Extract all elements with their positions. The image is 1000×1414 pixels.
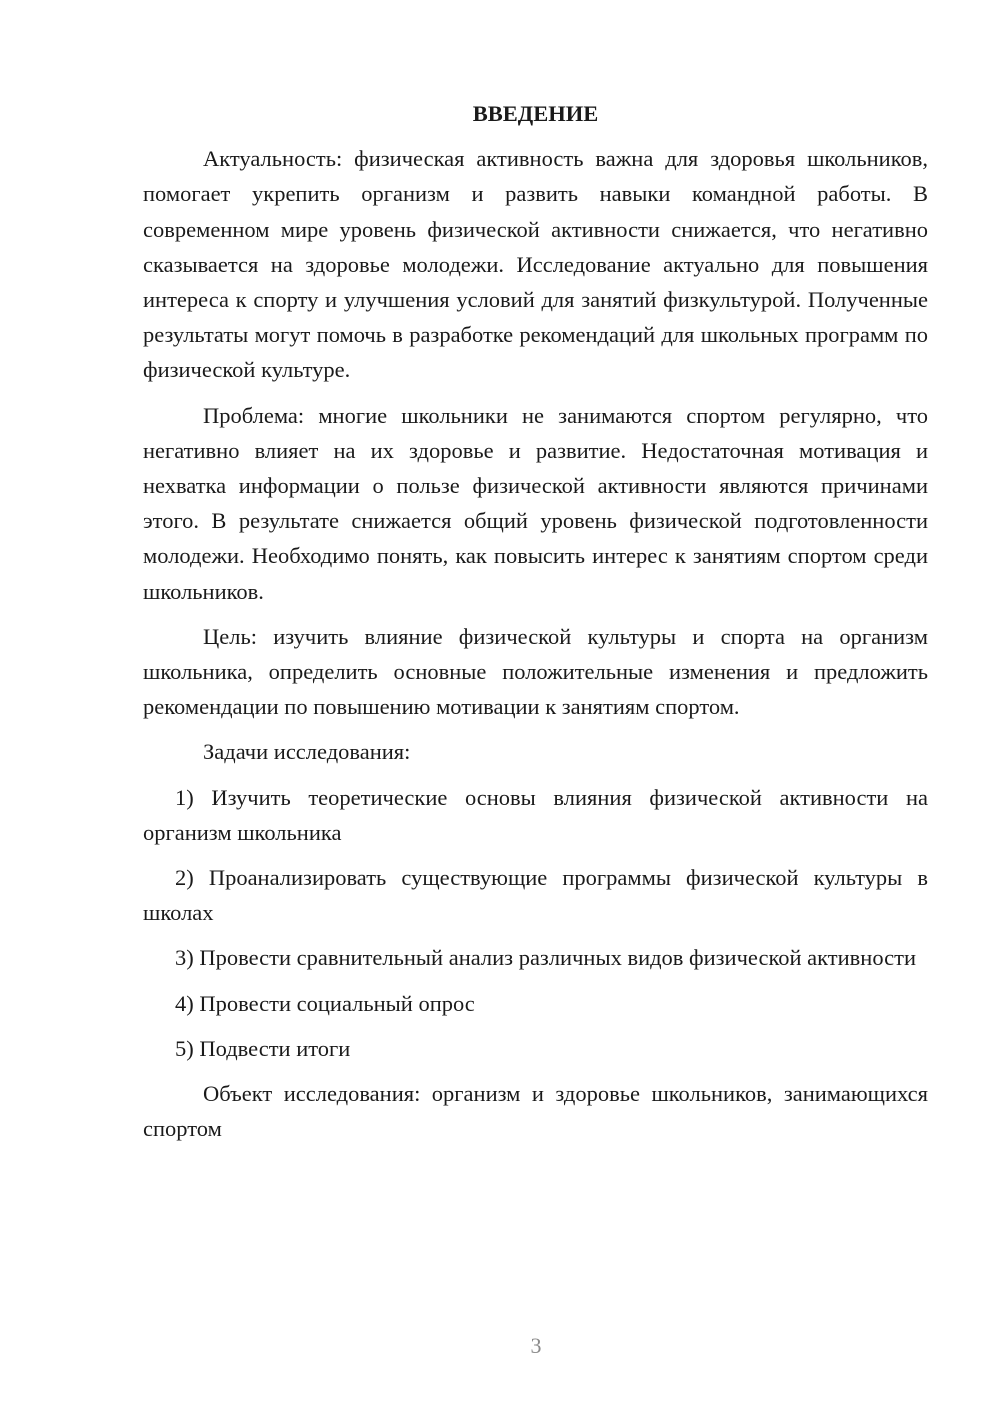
- task-item-4: 4) Провести социальный опрос: [175, 990, 475, 1016]
- relevance-paragraph: Актуальность: физическая активность важна для здоровья школьников, помогает укрепить организм и развить навыки командной работы. В современном мире уровень физической активности снижается, что негативно сказывается на здоровье молодежи. Исследование актуально для повышения интереса к спорту и улучшения условий для занятий физкультурой. Полученные результаты могут помочь в разработке рекомендаций для школьных программ по физической культуре.: [143, 146, 928, 383]
- task-item-3: 3) Провести сравнительный анализ различных видов физической активности: [175, 945, 916, 971]
- tasks-heading: Задачи исследования:: [203, 739, 411, 765]
- object-paragraph: Объект исследования: организм и здоровье школьников, занимающихся спортом: [143, 1081, 928, 1142]
- page-content: [143, 96, 928, 1156]
- section-title: ВВЕДЕНИЕ: [472, 101, 599, 126]
- task-item-2: 2) Проанализировать существующие программы физической культуры в школах: [143, 865, 928, 926]
- goal-paragraph: Цель: изучить влияние физической культуры и спорта на организм школьника, определить основные положительные изменения и предложить рекомендации по повышению мотивации к занятиям спортом.: [143, 623, 928, 720]
- problem-paragraph: Проблема: многие школьники не занимаются спортом регулярно, что негативно влияет на их здоровье и развитие. Недостаточная мотивация и нехватка информации о пользе физической активности являются причинами этого. В результате снижается общий уровень физической подготовленности молодежи. Необходимо понять, как повысить интерес к занятиям спортом среди школьников.: [143, 402, 928, 604]
- task-item-1: 1) Изучить теоретические основы влияния физической активности на организм школьника: [143, 784, 928, 845]
- task-item-5: 5) Подвести итоги: [175, 1035, 351, 1061]
- page-number: 3: [530, 1333, 542, 1358]
